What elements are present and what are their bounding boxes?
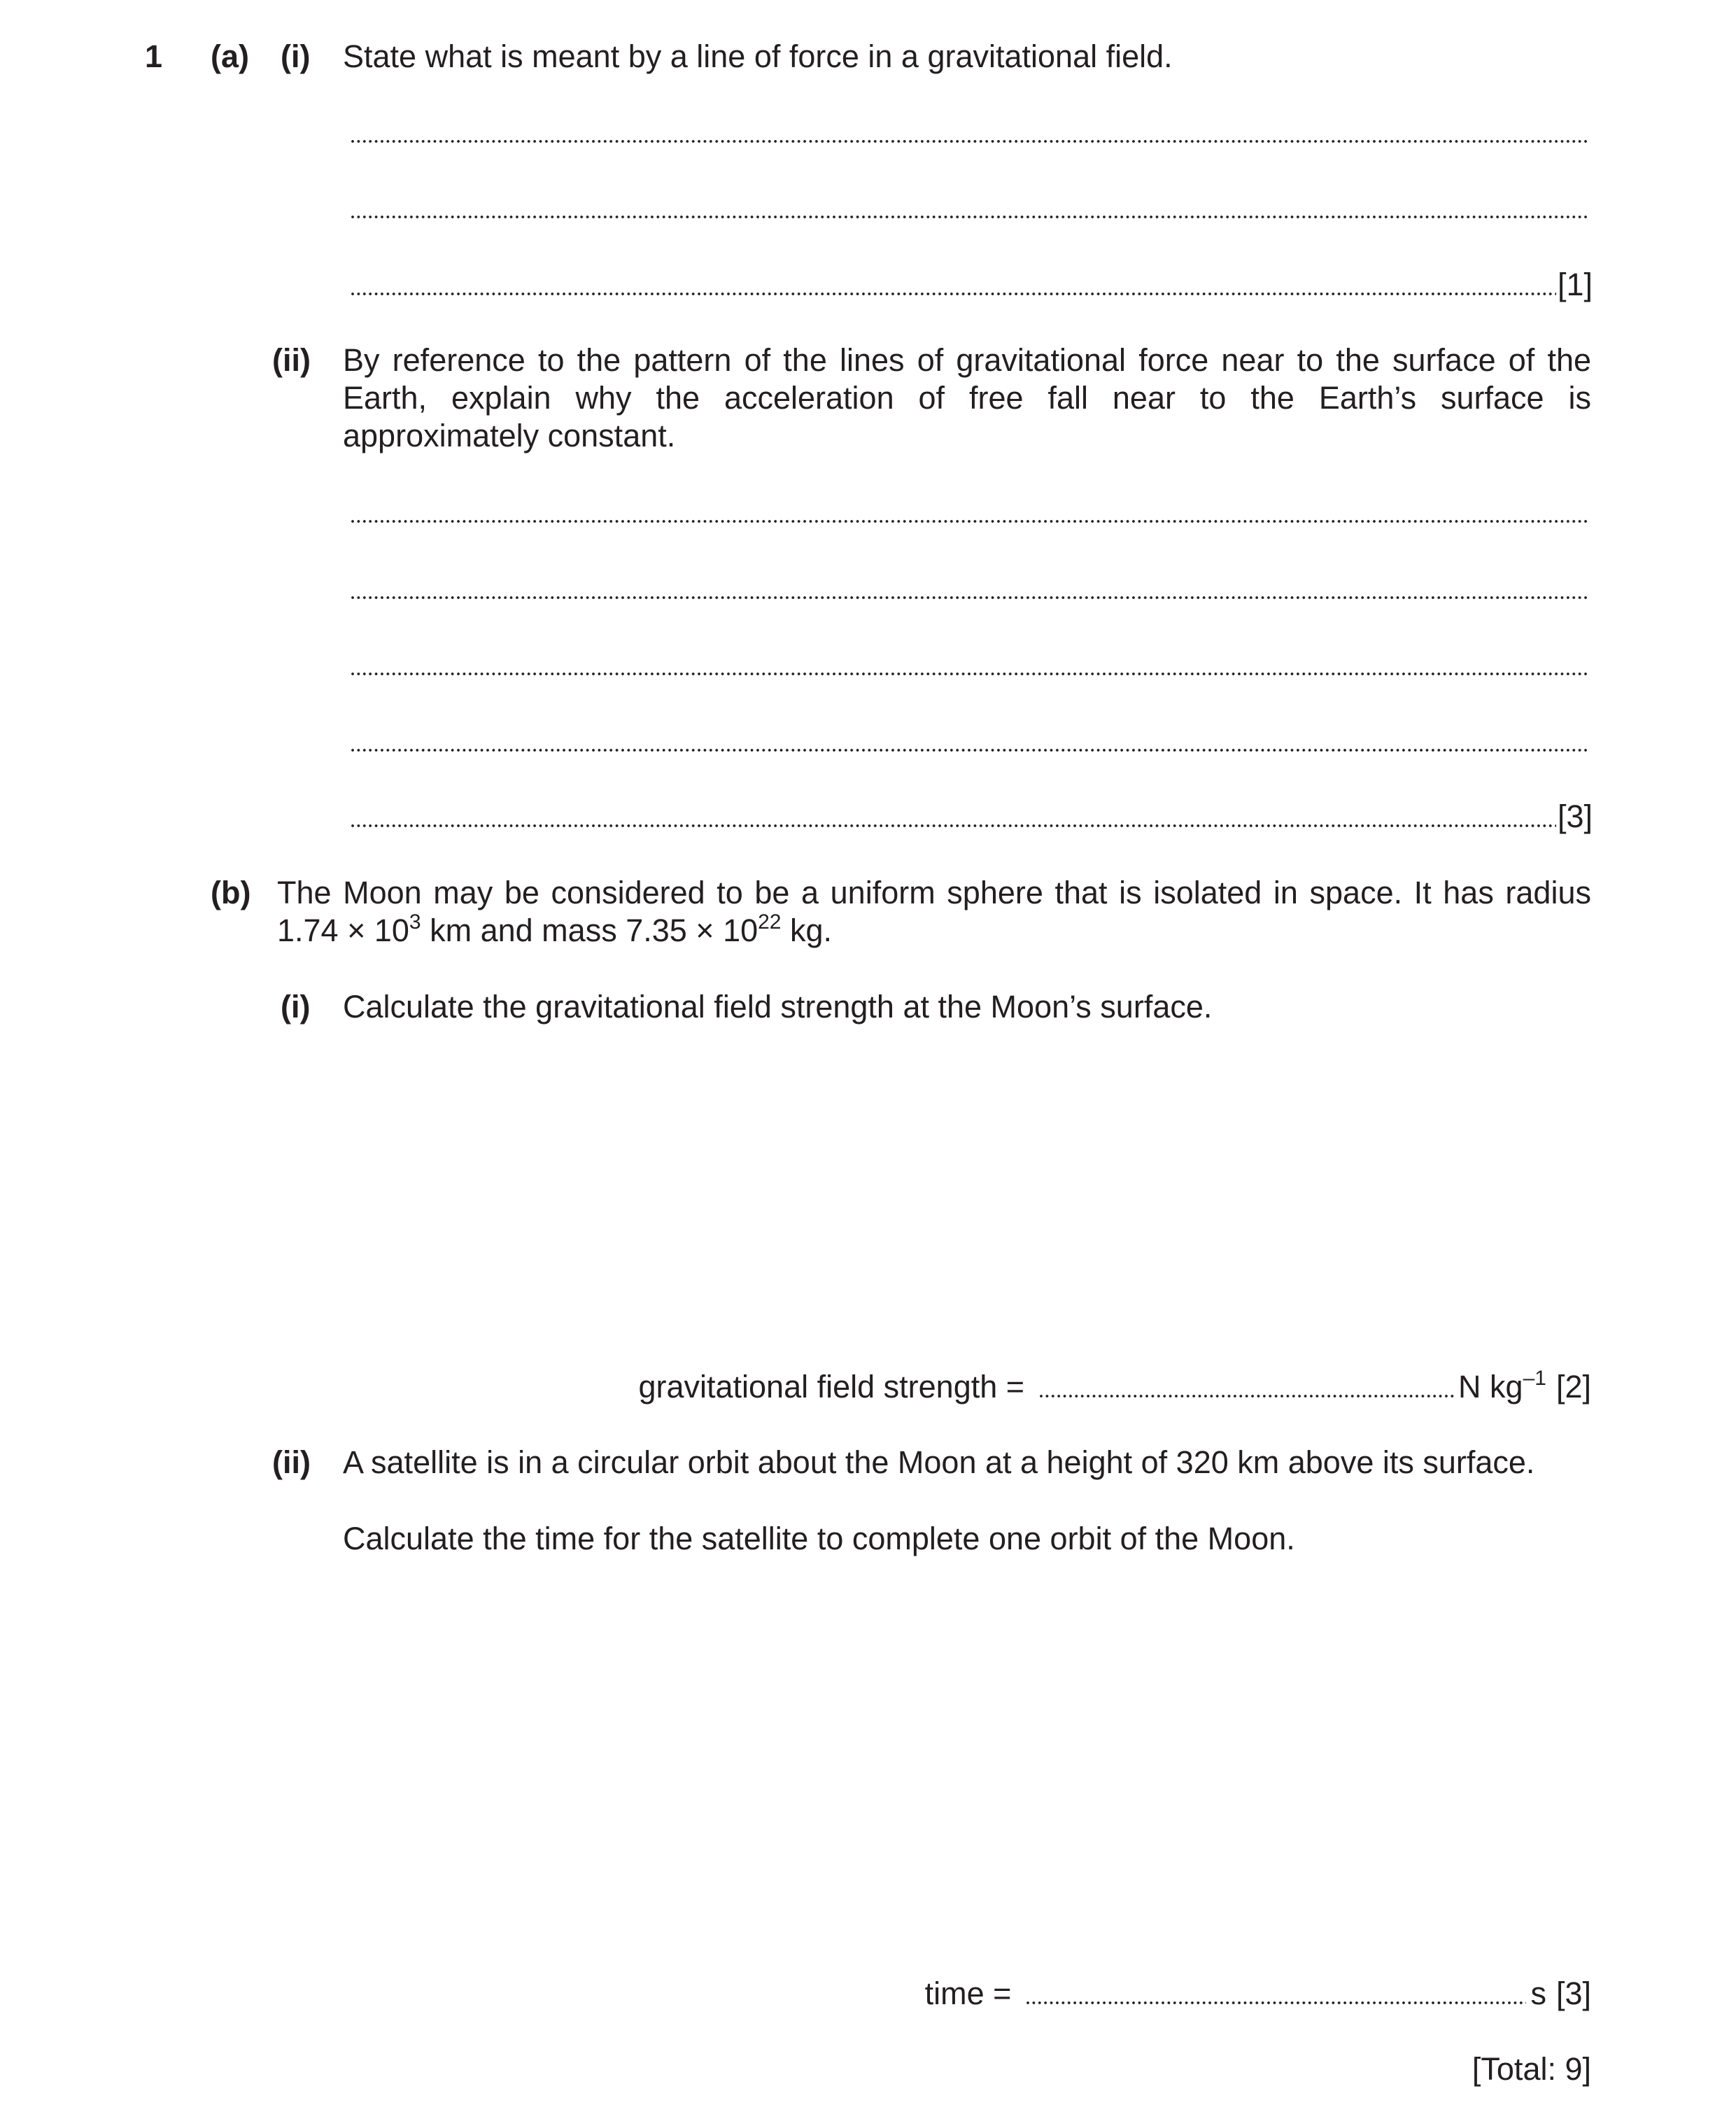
answer-input-field-strength[interactable] [1040,1395,1454,1398]
answer-label-field-strength: gravitational field strength = [638,1369,1025,1405]
answer-input-time[interactable] [1026,2001,1526,2004]
answer-line[interactable] [351,140,1590,143]
marks-a-i: [1] [1558,267,1593,302]
radius-mantissa: 1.74 × 10 [277,913,409,948]
question-number: 1 [145,38,163,74]
answer-line[interactable] [351,824,1556,827]
answer-label-time: time = [924,1976,1012,2011]
answer-line[interactable] [351,673,1590,675]
unit-n-kg: N $kg^{-1}$ [1458,1367,1546,1405]
part-b-intro-line2 [277,912,832,950]
part-b-i-question: Calculate the gravitational field strength at the Moon’s surface. [343,989,1213,1025]
answer-line[interactable] [351,520,1590,523]
total-marks: [Total: 9] [1472,2051,1591,2087]
answer-line[interactable] [351,216,1590,218]
part-a-i-label: (i) [281,38,311,74]
answer-row-time [925,1975,1591,2013]
mass-exponent: 22 [758,910,782,934]
unit-s: s [1530,1976,1546,2011]
part-a-label: (a) [211,38,249,74]
answer-line[interactable] [351,596,1590,599]
marks-b-i: [2] [1555,1369,1591,1405]
part-b-ii-instruction: Calculate the time for the satellite to complete one orbit of the Moon. [343,1521,1295,1556]
part-a-i-question: State what is meant by a line of force in a gravitational field. [343,38,1173,74]
mass-unit: kg. [781,913,833,948]
part-a-ii-label: (ii) [272,342,311,378]
answer-row-field-strength [638,1368,1591,1406]
part-a-ii-question: By reference to the pattern of the lines of gravitational force near to the surface of the Earth, explain why the acceleration of free fall near to the Earth’s surface is approximately constant. [343,342,1591,453]
part-b-ii-question: A satellite is in a circular orbit about the Moon at a height of 320 km above its surface. [343,1444,1535,1480]
part-b-intro-line1: The Moon may be considered to be a uniform sphere that is isolated in space. It has radius [277,875,1591,910]
radius-exponent: 3 [409,910,421,934]
marks-b-ii: [3] [1555,1976,1591,2011]
radius-unit-mass: km and mass 7.35 × 10 [421,913,758,948]
part-b-i-label: (i) [281,989,311,1025]
answer-line[interactable] [351,749,1590,752]
part-b-ii-label: (ii) [272,1444,311,1480]
part-b-label: (b) [211,875,251,910]
answer-line[interactable] [351,293,1556,295]
marks-a-ii: [3] [1558,798,1593,834]
